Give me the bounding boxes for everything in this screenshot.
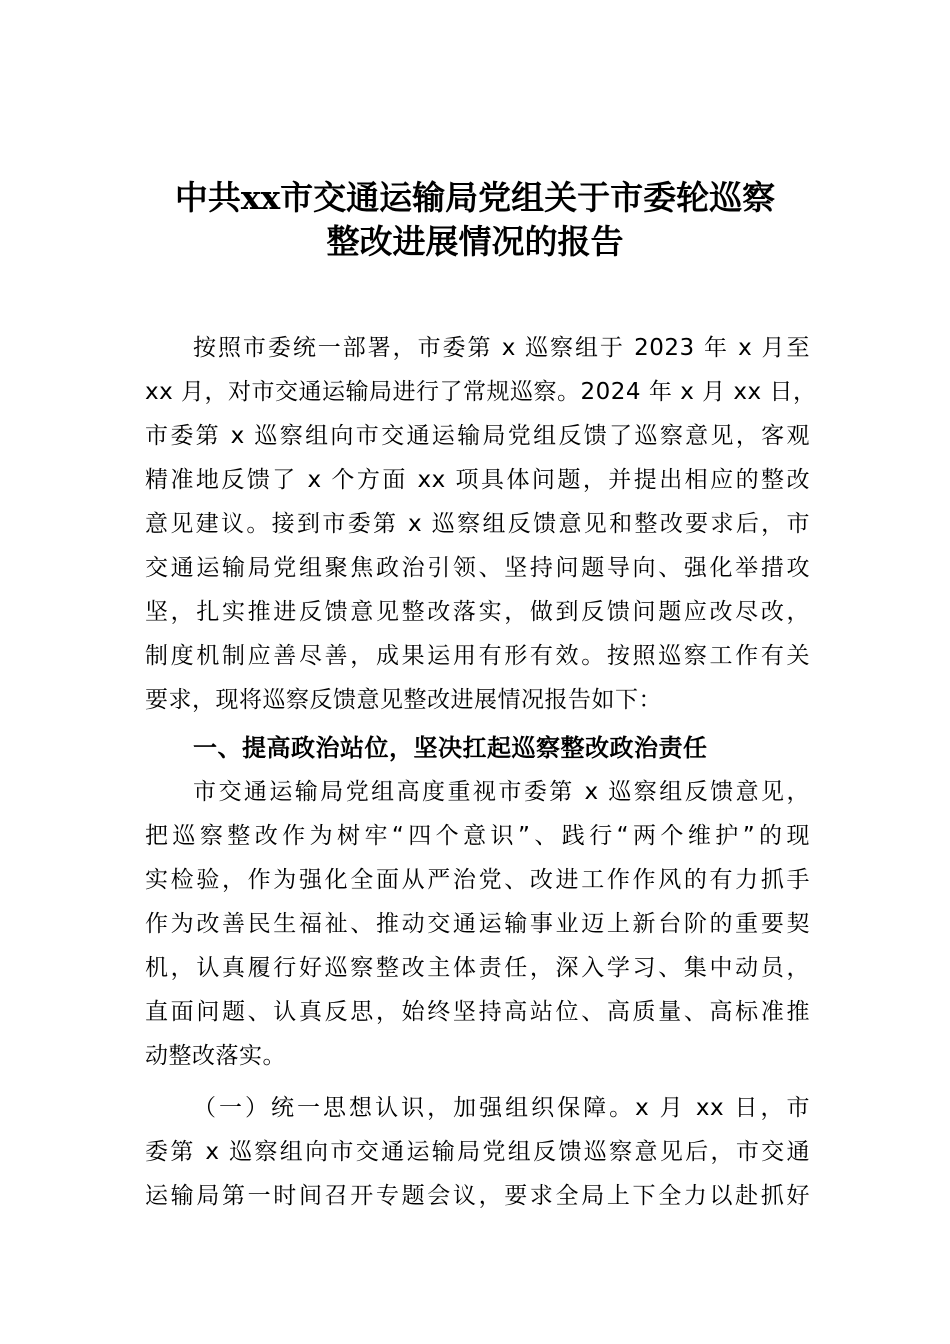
text-line: 市委第 x 巡察组向市交通运输局党组反馈了巡察意见，客观 bbox=[145, 423, 810, 449]
text-line: 市交通运输局党组高度重视市委第 x 巡察组反馈意见， bbox=[193, 779, 810, 805]
text-line: 交通运输局党组聚焦政治引领、坚持问题导向、强化举措攻 bbox=[145, 555, 810, 581]
text-line: 实检验，作为强化全面从严治党、改进工作作风的有力抓手 bbox=[145, 867, 810, 893]
text-line: 精准地反馈了 x 个方面 xx 项具体问题，并提出相应的整改 bbox=[145, 467, 810, 493]
section-heading-1: 一、提高政治站位，坚决扛起巡察整改政治责任 bbox=[193, 734, 708, 762]
text-line: 动整改落实。 bbox=[145, 1043, 286, 1069]
text-line: xx 月，对市交通运输局进行了常规巡察。2024 年 x 月 xx 日， bbox=[145, 379, 817, 405]
text-line: 把巡察整改作为树牢“四个意识”、践行“两个维护”的现 bbox=[145, 823, 810, 849]
text-line: 意见建议。接到市委第 x 巡察组反馈意见和整改要求后，市 bbox=[145, 511, 810, 537]
text-line: 要求，现将巡察反馈意见整改进展情况报告如下： bbox=[145, 687, 662, 713]
text-line: 制度机制应善尽善，成果运用有形有效。按照巡察工作有关 bbox=[145, 643, 810, 669]
document-title-line-2: 整改进展情况的报告 bbox=[326, 222, 624, 261]
text-line: 坚，扎实推进反馈意见整改落实，做到反馈问题应改尽改， bbox=[145, 599, 810, 625]
text-line: 运输局第一时间召开专题会议，要求全局上下全力以赴抓好 bbox=[145, 1183, 810, 1209]
text-line: 机，认真履行好巡察整改主体责任，深入学习、集中动员， bbox=[145, 955, 810, 981]
document-title-line-1: 中共xx市交通运输局党组关于市委轮巡察 bbox=[174, 178, 776, 217]
text-line: 委第 x 巡察组向市交通运输局党组反馈巡察意见后，市交通 bbox=[145, 1139, 810, 1165]
text-line: 作为改善民生福祉、推动交通运输事业迈上新台阶的重要契 bbox=[145, 911, 810, 937]
text-line: 按照市委统一部署，市委第 x 巡察组于 2023 年 x 月至 bbox=[193, 335, 810, 361]
text-line: 直面问题、认真反思，始终坚持高站位、高质量、高标准推 bbox=[145, 999, 810, 1025]
text-line: （一）统一思想认识，加强组织保障。x 月 xx 日，市 bbox=[193, 1095, 810, 1121]
